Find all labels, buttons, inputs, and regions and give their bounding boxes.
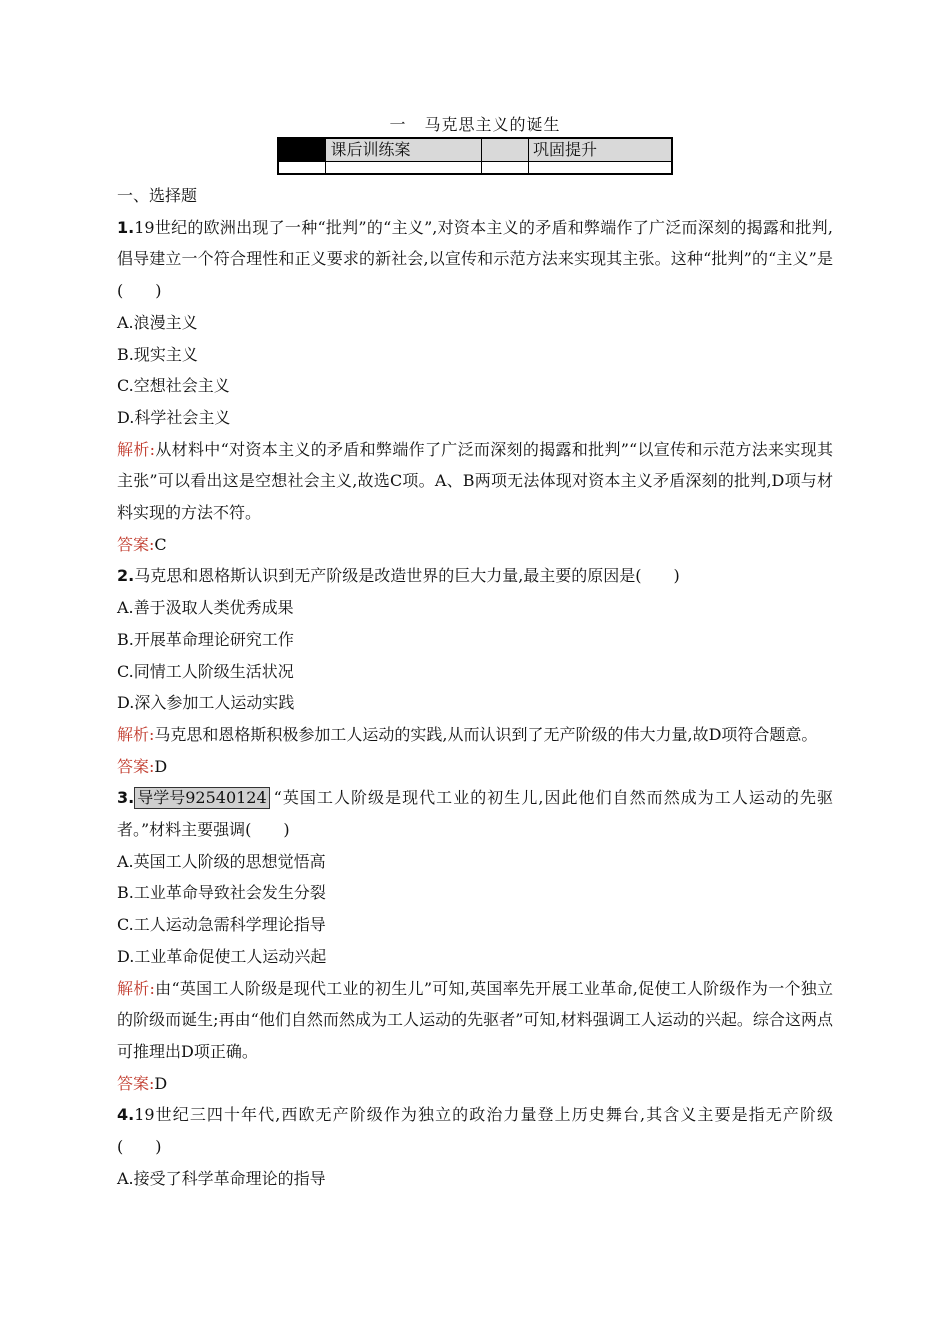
option-c: C.同情工人阶级生活状况 bbox=[117, 661, 294, 681]
option-d: D.科学社会主义 bbox=[117, 407, 231, 427]
question-number: 2. bbox=[117, 566, 135, 586]
banner-black-cell bbox=[278, 138, 326, 162]
question-text: 19世纪三四十年代,西欧无产阶级作为独立的政治力量登上历史舞台,其含义主要是指无产阶级( ) bbox=[117, 1105, 833, 1157]
option-a: A.英国工人阶级的思想觉悟高 bbox=[117, 851, 326, 871]
option-c: C.工人运动急需科学理论指导 bbox=[117, 915, 326, 935]
option-b: B.现实主义 bbox=[117, 344, 198, 364]
question-stem bbox=[117, 212, 833, 307]
banner-spacer-cell bbox=[481, 162, 528, 175]
section-title: 一、选择题 bbox=[117, 186, 198, 205]
section-banner bbox=[277, 137, 673, 175]
banner-empty-cell bbox=[481, 138, 528, 162]
analysis-text: 由“英国工人阶级是现代工业的初生儿”可知,英国率先开展工业革命,促使工人阶级作为一个独立的阶级而诞生;再由“他们自然而然成为工人运动的先驱者”可知,材料强调工人运动的兴起。综合这两点可推理出D项正确。 bbox=[117, 978, 833, 1061]
option-a: A.浪漫主义 bbox=[117, 312, 198, 332]
answer bbox=[117, 529, 833, 561]
answer bbox=[117, 1068, 833, 1100]
question-stem bbox=[117, 560, 833, 592]
option-d: D.工业革命促使工人运动兴起 bbox=[117, 946, 327, 966]
guide-number-badge: 导学号92540124 bbox=[134, 787, 269, 809]
analysis bbox=[117, 434, 833, 529]
question-4 bbox=[117, 1099, 833, 1194]
question-3 bbox=[117, 782, 833, 1099]
answer-label: 答案: bbox=[117, 1073, 155, 1093]
analysis-label: 解析: bbox=[117, 439, 156, 459]
answer-label: 答案: bbox=[117, 534, 155, 554]
analysis bbox=[117, 973, 833, 1068]
banner-spacer-cell bbox=[528, 162, 672, 175]
option-d: D.深入参加工人运动实践 bbox=[117, 693, 295, 713]
analysis-label: 解析: bbox=[117, 978, 155, 998]
answer-value: C bbox=[154, 534, 167, 554]
option-a: A.接受了科学革命理论的指导 bbox=[117, 1168, 326, 1188]
banner-cell-consolidate: 巩固提升 bbox=[528, 138, 672, 162]
option-c: C.空想社会主义 bbox=[117, 376, 230, 396]
lesson-title bbox=[0, 114, 950, 136]
question-stem bbox=[117, 782, 833, 845]
analysis-text: 马克思和恩格斯积极参加工人运动的实践,从而认识到了无产阶级的伟大力量,故D项符合题意。 bbox=[154, 724, 818, 744]
analysis bbox=[117, 719, 833, 751]
option-b: B.工业革命导致社会发生分裂 bbox=[117, 883, 326, 903]
question-1 bbox=[117, 212, 833, 561]
option-a: A.善于汲取人类优秀成果 bbox=[117, 598, 294, 618]
banner-spacer-cell bbox=[278, 162, 326, 175]
lesson-number: 一 bbox=[389, 115, 407, 134]
answer-label: 答案: bbox=[117, 756, 155, 776]
answer-value: D bbox=[154, 1073, 168, 1093]
question-number: 1. bbox=[117, 217, 135, 237]
question-number: 4. bbox=[117, 1105, 135, 1125]
banner-cell-practice: 课后训练案 bbox=[326, 138, 481, 162]
question-number: 3. bbox=[117, 788, 135, 808]
question-2 bbox=[117, 560, 833, 782]
question-text: 马克思和恩格斯认识到无产阶级是改造世界的巨大力量,最主要的原因是( ) bbox=[134, 566, 680, 586]
analysis-label: 解析: bbox=[117, 724, 155, 744]
question-content bbox=[117, 180, 833, 1195]
question-stem bbox=[117, 1099, 833, 1162]
answer-value: D bbox=[154, 756, 168, 776]
analysis-text: 从材料中“对资本主义的矛盾和弊端作了广泛而深刻的揭露和批判”“以宣传和示范方法来实现其主张”可以看出这是空想社会主义,故选C项。A、B两项无法体现对资本主义矛盾深刻的批判,D项与材料实现的方法不符。 bbox=[117, 439, 833, 523]
question-text: 19世纪的欧洲出现了一种“批判”的“主义”,对资本主义的矛盾和弊端作了广泛而深刻的揭露和批判,倡导建立一个符合理性和正义要求的新社会,以宣传和示范方法来实现其主张。这种“批判”的“主义”是( ) bbox=[117, 217, 833, 301]
lesson-title-text: 马克思主义的诞生 bbox=[424, 115, 561, 134]
banner-spacer-cell bbox=[326, 162, 481, 175]
option-b: B.开展革命理论研究工作 bbox=[117, 629, 294, 649]
question-text: “英国工人阶级是现代工业的初生儿,因此他们自然而然成为工人运动的先驱者。”材料主要强调( ) bbox=[117, 788, 833, 840]
answer bbox=[117, 751, 833, 783]
